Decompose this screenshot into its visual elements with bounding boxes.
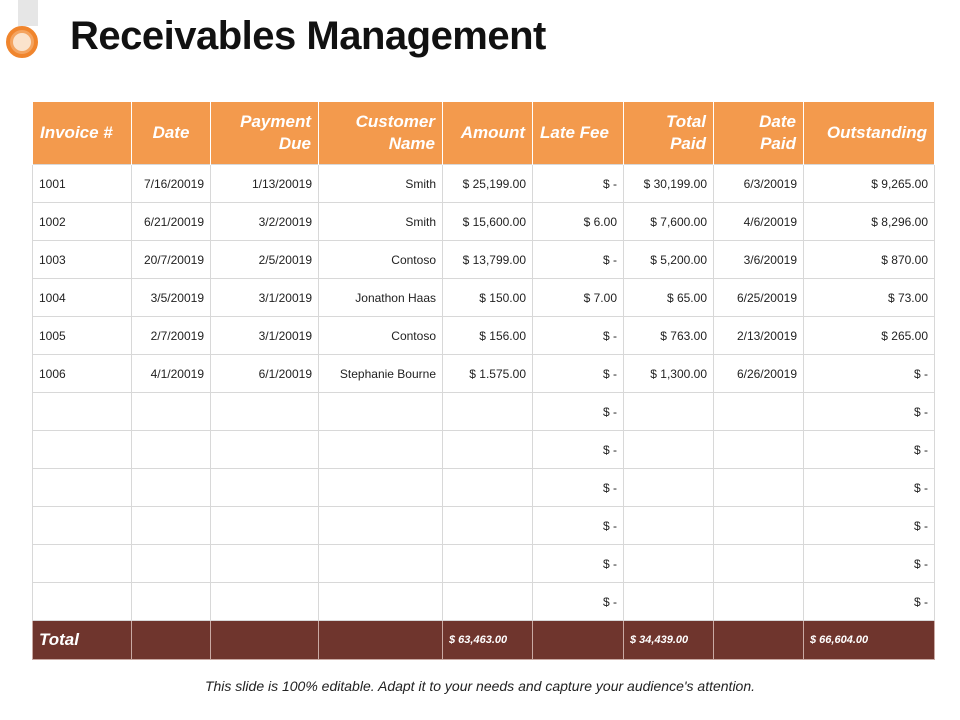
- cell-total-paid: $ 30,199.00: [624, 165, 714, 203]
- cell-outstanding: $ 870.00: [804, 241, 935, 279]
- table-body: [33, 165, 935, 621]
- cell-late-fee: $ -: [533, 241, 624, 279]
- cell-date-paid: [714, 393, 804, 431]
- total-label: Total: [33, 621, 132, 660]
- cell-date: 2/7/20019: [132, 317, 211, 355]
- cell-amount: [443, 431, 533, 469]
- cell-late-fee: $ -: [533, 393, 624, 431]
- cell-payment-due: 2/5/20019: [211, 241, 319, 279]
- cell-late-fee: $ -: [533, 317, 624, 355]
- cell-invoice: [33, 545, 132, 583]
- total-paid: $ 34,439.00: [624, 621, 714, 660]
- cell-invoice: [33, 431, 132, 469]
- table-row: [33, 469, 935, 507]
- cell-total-paid: $ 5,200.00: [624, 241, 714, 279]
- cell-late-fee: $ -: [533, 431, 624, 469]
- cell-amount: [443, 545, 533, 583]
- cell-customer: Stephanie Bourne: [319, 355, 443, 393]
- cell-date-paid: 4/6/20019: [714, 203, 804, 241]
- cell-date: 3/5/20019: [132, 279, 211, 317]
- cell-date-paid: [714, 431, 804, 469]
- cell-outstanding: $ -: [804, 507, 935, 545]
- cell-invoice: 1002: [33, 203, 132, 241]
- total-outstanding: $ 66,604.00: [804, 621, 935, 660]
- header-total-paid: Total Paid: [624, 102, 714, 165]
- cell-payment-due: [211, 431, 319, 469]
- header-date-paid: Date Paid: [714, 102, 804, 165]
- top-decor-bar: [18, 0, 38, 26]
- cell-outstanding: $ -: [804, 469, 935, 507]
- cell-amount: $ 15,600.00: [443, 203, 533, 241]
- cell-amount: [443, 469, 533, 507]
- cell-invoice: [33, 507, 132, 545]
- cell-late-fee: $ -: [533, 469, 624, 507]
- total-cell: [211, 621, 319, 660]
- cell-date-paid: [714, 545, 804, 583]
- cell-amount: $ 1.575.00: [443, 355, 533, 393]
- cell-customer: Smith: [319, 203, 443, 241]
- cell-date-paid: [714, 583, 804, 621]
- cell-amount: [443, 507, 533, 545]
- cell-invoice: [33, 393, 132, 431]
- cell-date-paid: [714, 469, 804, 507]
- total-amount: $ 63,463.00: [443, 621, 533, 660]
- cell-total-paid: [624, 545, 714, 583]
- cell-date-paid: 3/6/20019: [714, 241, 804, 279]
- cell-date-paid: 6/3/20019: [714, 165, 804, 203]
- cell-customer: Contoso: [319, 241, 443, 279]
- cell-customer: Contoso: [319, 317, 443, 355]
- cell-outstanding: $ -: [804, 583, 935, 621]
- cell-outstanding: $ 8,296.00: [804, 203, 935, 241]
- table-row: [33, 203, 935, 241]
- total-row: [33, 621, 935, 660]
- cell-date: 20/7/20019: [132, 241, 211, 279]
- cell-date: [132, 431, 211, 469]
- cell-date-paid: [714, 507, 804, 545]
- cell-date: [132, 583, 211, 621]
- table-row: [33, 545, 935, 583]
- cell-payment-due: [211, 469, 319, 507]
- cell-customer: [319, 469, 443, 507]
- header-payment-due: Payment Due: [211, 102, 319, 165]
- cell-date: [132, 545, 211, 583]
- cell-amount: [443, 583, 533, 621]
- cell-invoice: 1006: [33, 355, 132, 393]
- cell-total-paid: [624, 583, 714, 621]
- cell-outstanding: $ 73.00: [804, 279, 935, 317]
- table-row: [33, 165, 935, 203]
- cell-date-paid: 2/13/20019: [714, 317, 804, 355]
- cell-customer: [319, 583, 443, 621]
- cell-amount: $ 156.00: [443, 317, 533, 355]
- cell-total-paid: $ 65.00: [624, 279, 714, 317]
- cell-payment-due: [211, 545, 319, 583]
- cell-invoice: 1004: [33, 279, 132, 317]
- header-amount: Amount: [443, 102, 533, 165]
- cell-late-fee: $ 6.00: [533, 203, 624, 241]
- table-row: [33, 583, 935, 621]
- cell-date: [132, 393, 211, 431]
- cell-outstanding: $ -: [804, 431, 935, 469]
- cell-date: [132, 469, 211, 507]
- cell-late-fee: $ 7.00: [533, 279, 624, 317]
- cell-invoice: 1001: [33, 165, 132, 203]
- total-cell: [132, 621, 211, 660]
- cell-outstanding: $ -: [804, 545, 935, 583]
- cell-payment-due: [211, 393, 319, 431]
- cell-late-fee: $ -: [533, 165, 624, 203]
- cell-late-fee: $ -: [533, 355, 624, 393]
- table-row: [33, 241, 935, 279]
- page-title: Receivables Management: [70, 14, 546, 58]
- cell-outstanding: $ 265.00: [804, 317, 935, 355]
- cell-invoice: [33, 583, 132, 621]
- cell-payment-due: [211, 507, 319, 545]
- cell-payment-due: 6/1/20019: [211, 355, 319, 393]
- cell-date: 4/1/20019: [132, 355, 211, 393]
- cell-invoice: 1003: [33, 241, 132, 279]
- cell-payment-due: 3/2/20019: [211, 203, 319, 241]
- table-row: [33, 279, 935, 317]
- cell-date-paid: 6/25/20019: [714, 279, 804, 317]
- table-row: [33, 431, 935, 469]
- cell-amount: $ 25,199.00: [443, 165, 533, 203]
- cell-payment-due: 1/13/20019: [211, 165, 319, 203]
- cell-total-paid: $ 7,600.00: [624, 203, 714, 241]
- circle-bullet-icon: [6, 26, 38, 58]
- cell-outstanding: $ -: [804, 393, 935, 431]
- cell-outstanding: $ -: [804, 355, 935, 393]
- cell-invoice: [33, 469, 132, 507]
- cell-total-paid: [624, 431, 714, 469]
- table-header-row: [33, 102, 935, 165]
- cell-date: [132, 507, 211, 545]
- cell-customer: [319, 545, 443, 583]
- cell-amount: [443, 393, 533, 431]
- total-cell: [533, 621, 624, 660]
- cell-total-paid: [624, 393, 714, 431]
- cell-date-paid: 6/26/20019: [714, 355, 804, 393]
- cell-late-fee: $ -: [533, 583, 624, 621]
- cell-customer: Jonathon Haas: [319, 279, 443, 317]
- cell-amount: $ 13,799.00: [443, 241, 533, 279]
- table-row: [33, 507, 935, 545]
- table-row: [33, 317, 935, 355]
- cell-total-paid: $ 1,300.00: [624, 355, 714, 393]
- cell-customer: Smith: [319, 165, 443, 203]
- receivables-table: [32, 102, 935, 660]
- cell-late-fee: $ -: [533, 507, 624, 545]
- cell-payment-due: [211, 583, 319, 621]
- header-late-fee: Late Fee: [533, 102, 624, 165]
- cell-customer: [319, 393, 443, 431]
- header-date: Date: [132, 102, 211, 165]
- cell-amount: $ 150.00: [443, 279, 533, 317]
- cell-total-paid: [624, 507, 714, 545]
- cell-payment-due: 3/1/20019: [211, 317, 319, 355]
- cell-total-paid: [624, 469, 714, 507]
- total-cell: [319, 621, 443, 660]
- header-customer-name: Customer Name: [319, 102, 443, 165]
- cell-date: 6/21/20019: [132, 203, 211, 241]
- cell-late-fee: $ -: [533, 545, 624, 583]
- header-outstanding: Outstanding: [804, 102, 935, 165]
- cell-outstanding: $ 9,265.00: [804, 165, 935, 203]
- cell-date: 7/16/20019: [132, 165, 211, 203]
- cell-customer: [319, 507, 443, 545]
- table-row: [33, 393, 935, 431]
- table-row: [33, 355, 935, 393]
- footer-note: This slide is 100% editable. Adapt it to your needs and capture your audience's attention.: [204, 678, 756, 694]
- cell-invoice: 1005: [33, 317, 132, 355]
- total-cell: [714, 621, 804, 660]
- cell-payment-due: 3/1/20019: [211, 279, 319, 317]
- header-invoice: Invoice #: [33, 102, 132, 165]
- cell-customer: [319, 431, 443, 469]
- cell-total-paid: $ 763.00: [624, 317, 714, 355]
